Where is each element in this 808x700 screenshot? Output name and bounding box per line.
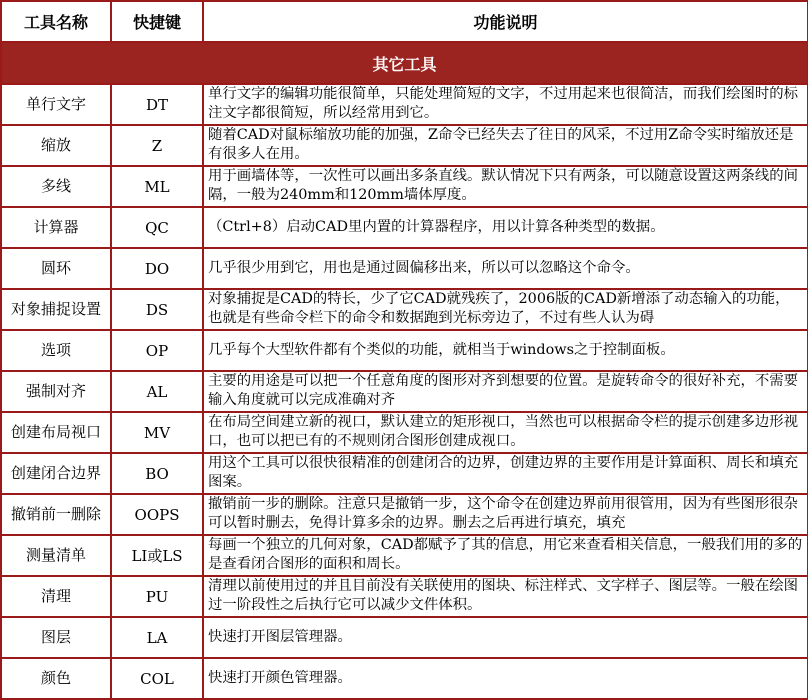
description-text: 主要的用途是可以把一个任意角度的图形对齐到想要的位置。是旋转命令的很好补充，不需要输入角度就可以完成准确对齐 (208, 373, 799, 408)
description-text: 单行文字的编辑功能很简单，只能处理简短的文字，不过用起来也很简洁，而我们绘图时的标注文字都很简短，所以经常用到它。 (208, 86, 799, 121)
tool-name-cell: 创建闭合边界 (1, 453, 111, 494)
table-row (1, 658, 808, 699)
description-cell (203, 289, 808, 330)
shortcut-cell: QC (111, 207, 203, 248)
shortcut-cell: LI或LS (111, 535, 203, 576)
description-text: 清理以前使用过的并且目前没有关联使用的图块、标注样式、文字样子、图层等。一般在绘图过一阶段性之后执行它可以减少文件体积。 (208, 578, 799, 613)
tool-name-cell: 单行文字 (1, 84, 111, 125)
tool-name-cell: 撤销前一删除 (1, 494, 111, 535)
shortcut-cell: LA (111, 617, 203, 658)
description-cell (203, 453, 808, 494)
table-row (1, 576, 808, 617)
shortcut-cell: PU (111, 576, 203, 617)
table-row (1, 617, 808, 658)
section-row (1, 42, 808, 84)
shortcut-cell: DT (111, 84, 203, 125)
description-cell (203, 330, 808, 371)
tool-name-cell: 强制对齐 (1, 371, 111, 412)
shortcut-cell: MV (111, 412, 203, 453)
description-text: （Ctrl+8）启动CAD里内置的计算器程序，用以计算各种类型的数据。 (208, 219, 665, 235)
table-row (1, 494, 808, 535)
description-cell (203, 412, 808, 453)
header-row (1, 1, 808, 42)
description-text: 撤销前一步的删除。注意只是撤销一步，这个命令在创建边界前用很管用，因为有些图形很杂可以暂时删去，免得计算多余的边界。删去之后再进行填充，填充 (208, 496, 799, 531)
tool-name-cell: 计算器 (1, 207, 111, 248)
table-row (1, 207, 808, 248)
description-cell (203, 617, 808, 658)
description-text: 对象捕捉是CAD的特长，少了它CAD就残疾了，2006版的CAD新增添了动态输入的功能，也就是有些命令栏下的命令和数据跑到光标旁边了，不过有些人认为碍 (208, 291, 790, 326)
tool-name-cell: 颜色 (1, 658, 111, 699)
shortcut-cell: OP (111, 330, 203, 371)
header-shortcut: 快捷键 (111, 1, 203, 42)
tool-name-cell: 对象捕捉设置 (1, 289, 111, 330)
description-cell (203, 248, 808, 289)
description-text: 快速打开颜色管理器。 (208, 670, 352, 686)
tool-name-cell: 缩放 (1, 125, 111, 166)
table-row (1, 371, 808, 412)
shortcut-cell: Z (111, 125, 203, 166)
table-row (1, 535, 808, 576)
description-cell (203, 371, 808, 412)
shortcut-cell: AL (111, 371, 203, 412)
section-title: 其它工具 (1, 42, 808, 84)
description-text: 快速打开图层管理器。 (208, 629, 352, 645)
tool-name-cell: 清理 (1, 576, 111, 617)
shortcut-cell: ML (111, 166, 203, 207)
description-cell (203, 207, 808, 248)
table-row (1, 125, 808, 166)
table-row (1, 412, 808, 453)
table-row (1, 248, 808, 289)
description-text: 在布局空间建立新的视口，默认建立的矩形视口，当然也可以根据命令栏的提示创建多边形视口，也可以把已有的不规则闭合图形创建成视口。 (208, 414, 799, 449)
table-row (1, 330, 808, 371)
table-row (1, 166, 808, 207)
tool-name-cell: 创建布局视口 (1, 412, 111, 453)
shortcut-cell: BO (111, 453, 203, 494)
tool-name-cell: 圆环 (1, 248, 111, 289)
description-text: 用这个工具可以很快很精准的创建闭合的边界，创建边界的主要作用是计算面积、周长和填充图案。 (208, 455, 799, 490)
table-row (1, 453, 808, 494)
description-text: 用于画墙体等，一次性可以画出多条直线。默认情况下只有两条，可以随意设置这两条线的间隔，一般为240mm和120mm墙体厚度。 (208, 168, 799, 203)
tool-name-cell: 图层 (1, 617, 111, 658)
description-text: 几乎每个大型软件都有个类似的功能，就相当于windows之于控制面板。 (208, 342, 675, 358)
shortcut-cell: DO (111, 248, 203, 289)
shortcut-cell: OOPS (111, 494, 203, 535)
description-cell (203, 658, 808, 699)
header-tool-name: 工具名称 (1, 1, 111, 42)
description-cell (203, 125, 808, 166)
table-row (1, 84, 808, 125)
tool-name-cell: 选项 (1, 330, 111, 371)
description-cell (203, 494, 808, 535)
shortcut-cell: DS (111, 289, 203, 330)
tool-name-cell: 多线 (1, 166, 111, 207)
description-cell (203, 576, 808, 617)
table-row (1, 289, 808, 330)
header-description: 功能说明 (203, 1, 808, 42)
description-cell (203, 166, 808, 207)
description-cell (203, 84, 808, 125)
shortcut-cell: COL (111, 658, 203, 699)
description-cell (203, 535, 808, 576)
tool-name-cell: 测量清单 (1, 535, 111, 576)
description-text: 随着CAD对鼠标缩放功能的加强，Z命令已经失去了往日的风采，不过用Z命令实时缩放还是有很多人在用。 (208, 127, 794, 162)
description-text: 每画一个独立的几何对象，CAD都赋予了其的信息，用它来查看相关信息，一般我们用的多的是查看闭合图形的面积和周长。 (208, 537, 803, 572)
description-text: 几乎很少用到它，用也是通过圆偏移出来，所以可以忽略这个命令。 (208, 260, 640, 276)
